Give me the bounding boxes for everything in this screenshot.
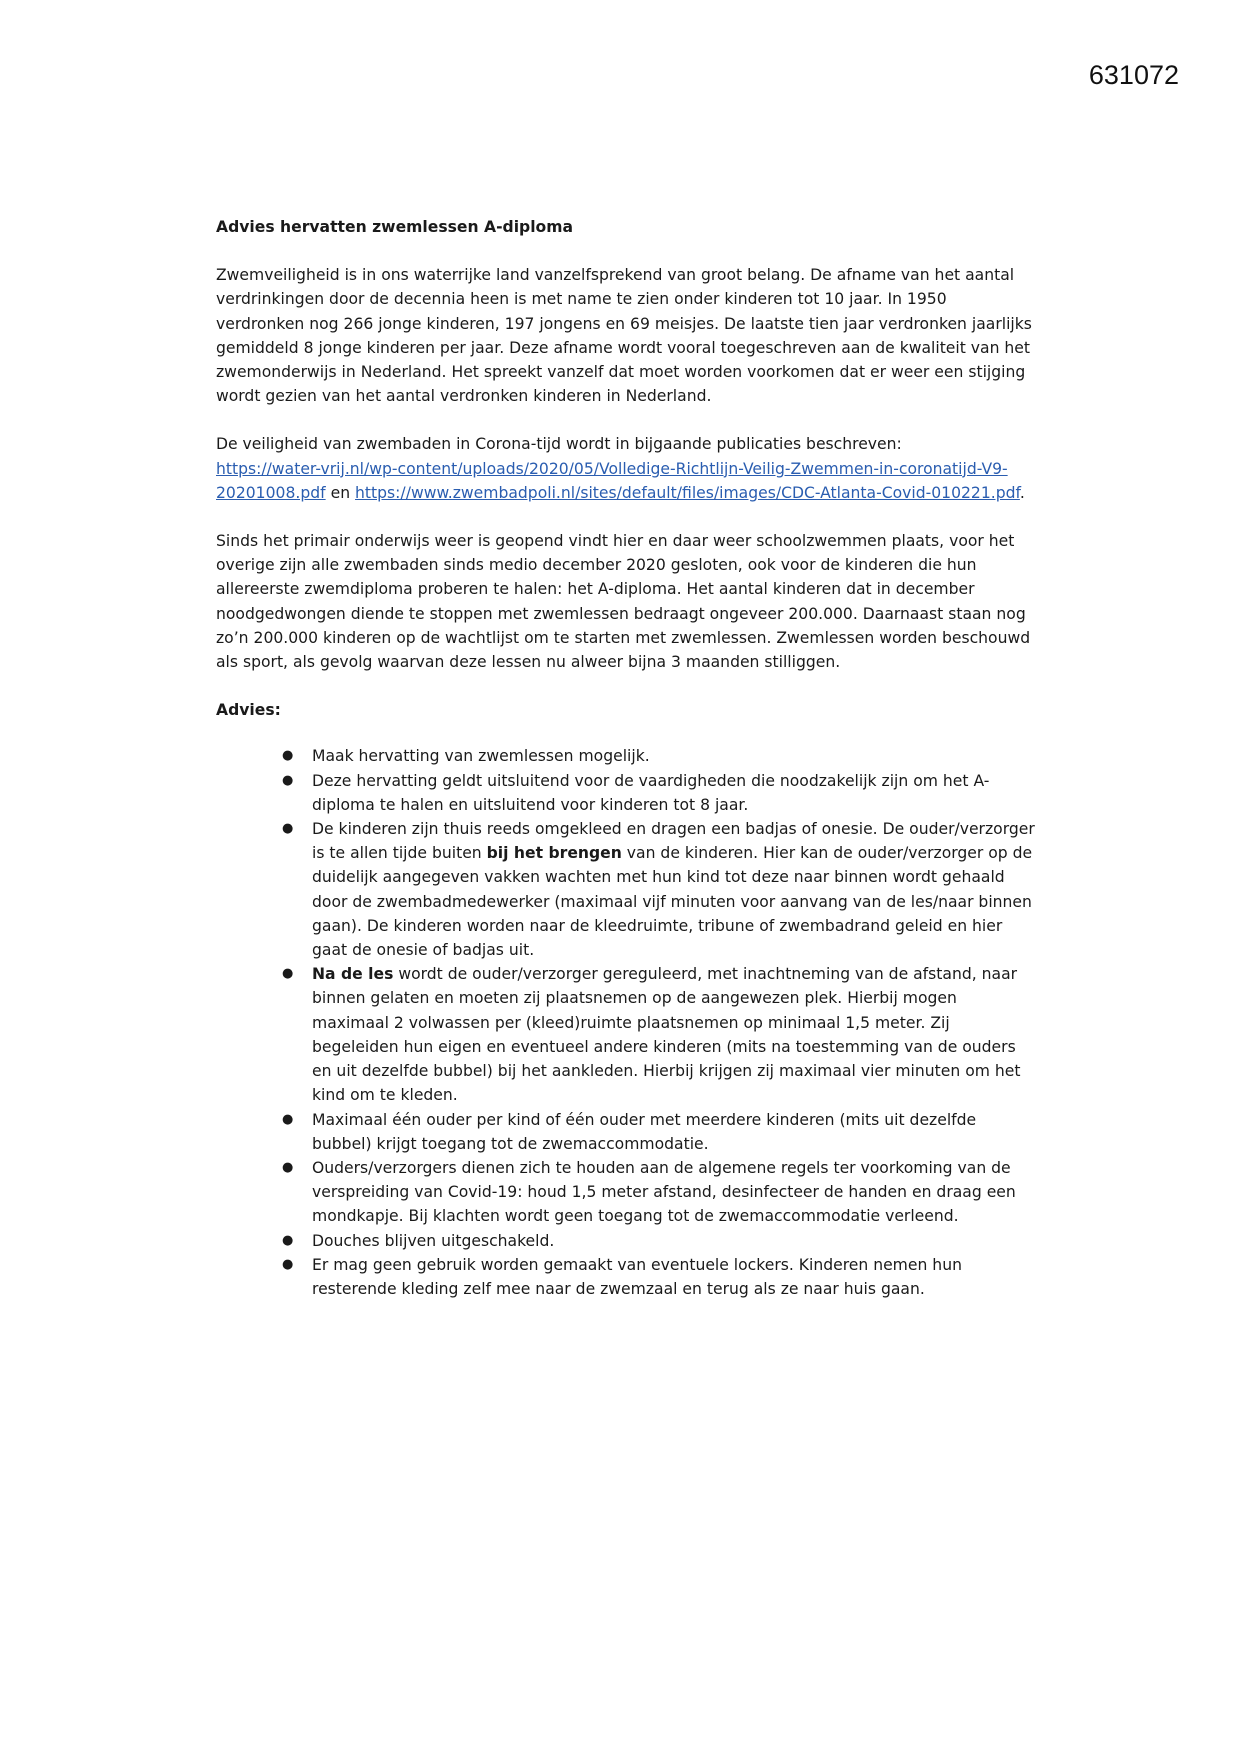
paragraph-situation: Sinds het primair onderwijs weer is geopend vindt hier en daar weer schoolzwemmen plaats, voor het overige zijn alle zwembaden sinds medio december 2020 gesloten, ook voor de kinderen die hun allereerste zwemdiploma proberen te halen: het A-diploma. Het aantal kinderen dat in december noodgedwongen diende te stoppen met zwemlessen bedraagt ongeveer 200.000. Daarnaast staan nog zo’n 200.000 kinderen op de wachtlijst om te starten met zwemlessen. Zwemlessen worden beschouwd als sport, als gevolg waarvan deze lessen nu alweer bijna 3 maanden stilliggen. <box>216 532 1031 672</box>
paragraph-intro: Zwemveiligheid is in ons waterrijke land vanzelfsprekend van groot belang. De afname van het aantal verdrinkingen door de decennia heen is met name te zien onder kinderen tot 10 jaar. In 1950 verdronken nog 266 jonge kinderen, 197 jongens en 69 meisjes. De laatste tien jaar verdronken jaarlijks gemiddeld 8 jonge kinderen per jaar. Deze afname wordt vooral toegeschreven aan de kwaliteit van het zwemonderwijs in Nederland. Het spreekt vanzelf dat moet worden voorkomen dat er weer een stijging wordt gezien van het aantal verdronken kinderen in Nederland. <box>216 266 1032 406</box>
publications-intro: De veiligheid van zwembaden in Corona-tijd wordt in bijgaande publicaties beschreven: <box>216 435 902 454</box>
list-item: ● Ouders/verzorgers dienen zich te houden aan de algemene regels ter voorkoming van de verspreiding van Covid-19: houd 1,5 meter afstand, desinfecteer de handen en draag een mondkapje. Bij klachten wordt geen toegang tot de zwemaccommodatie verleend. <box>312 1156 1036 1229</box>
bullet-icon: ● <box>282 772 294 788</box>
document-number: 631072 <box>1088 60 1179 90</box>
link-connector: en <box>330 483 351 502</box>
document-title: Advies hervatten zwemlessen A-diploma <box>216 218 574 236</box>
list-item: ● Deze hervatting geldt uitsluitend voor de vaardigheden die noodzakelijk zijn om het A-diploma te halen en uitsluitend voor kinderen tot 8 jaar. <box>312 769 1036 817</box>
advies-list <box>216 744 1036 1301</box>
bullet-icon: ● <box>282 821 294 837</box>
document-body <box>216 215 1036 1301</box>
bullet-icon: ● <box>282 1111 294 1127</box>
list-item: ● De kinderen zijn thuis reeds omgekleed en dragen een badjas of onesie. De ouder/verzorger is te allen tijde buiten bij het brengen van de kinderen. Hier kan de ouder/verzorger op de duidelijk aangegeven vakken wachten met hun kind tot deze naar binnen wordt gehaald door de zwembadmedewerker (maximaal vijf minuten voor aanvang van de les/naar binnen gaan). De kinderen worden naar de kleedruimte, tribune of zwembadrand geleid en hier gaat de onesie of badjas uit. <box>312 817 1036 962</box>
bullet-icon: ● <box>282 1159 294 1175</box>
advies-heading: Advies: <box>216 701 281 720</box>
link-water-vrij[interactable]: https://water-vrij.nl/wp-content/uploads/2020/05/Volledige-Richtlijn-Veilig-Zwemmen-in-coronatijd-V9-20201008.pdf <box>216 459 1008 502</box>
link-zwembadpoli[interactable]: https://www.zwembadpoli.nl/sites/default/files/images/CDC-Atlanta-Covid-010221.pdf <box>355 483 1020 502</box>
list-item: ● Er mag geen gebruik worden gemaakt van eventuele lockers. Kinderen nemen hun resterende kleding zelf mee naar de zwemzaal en terug als ze naar huis gaan. <box>312 1253 1036 1301</box>
bullet-icon: ● <box>282 1256 294 1272</box>
bullet-icon: ● <box>282 748 294 764</box>
list-item: ● Douches blijven uitgeschakeld. <box>312 1229 1036 1253</box>
paragraph-publications <box>216 432 1036 505</box>
bullet-icon: ● <box>282 1232 294 1248</box>
list-item: ● Maak hervatting van zwemlessen mogelijk. <box>312 744 1036 768</box>
bullet-icon: ● <box>282 966 294 982</box>
list-item: ● Maximaal één ouder per kind of één ouder met meerdere kinderen (mits uit dezelfde bubbel) krijgt toegang tot de zwemaccommodatie. <box>312 1108 1036 1156</box>
publications-end: . <box>1019 483 1025 502</box>
list-item: ● Na de les wordt de ouder/verzorger gereguleerd, met inachtneming van de afstand, naar binnen gelaten en moeten zij plaatsnemen op de aangewezen plek. Hierbij mogen maximaal 2 volwassen per (kleed)ruimte plaatsnemen op minimaal 1,5 meter. Zij begeleiden hun eigen en eventueel andere kinderen (mits na toestemming van de ouders en uit dezelfde bubbel) bij het aankleden. Hierbij krijgen zij maximaal vier minuten om het kind om te kleden. <box>312 962 1036 1107</box>
